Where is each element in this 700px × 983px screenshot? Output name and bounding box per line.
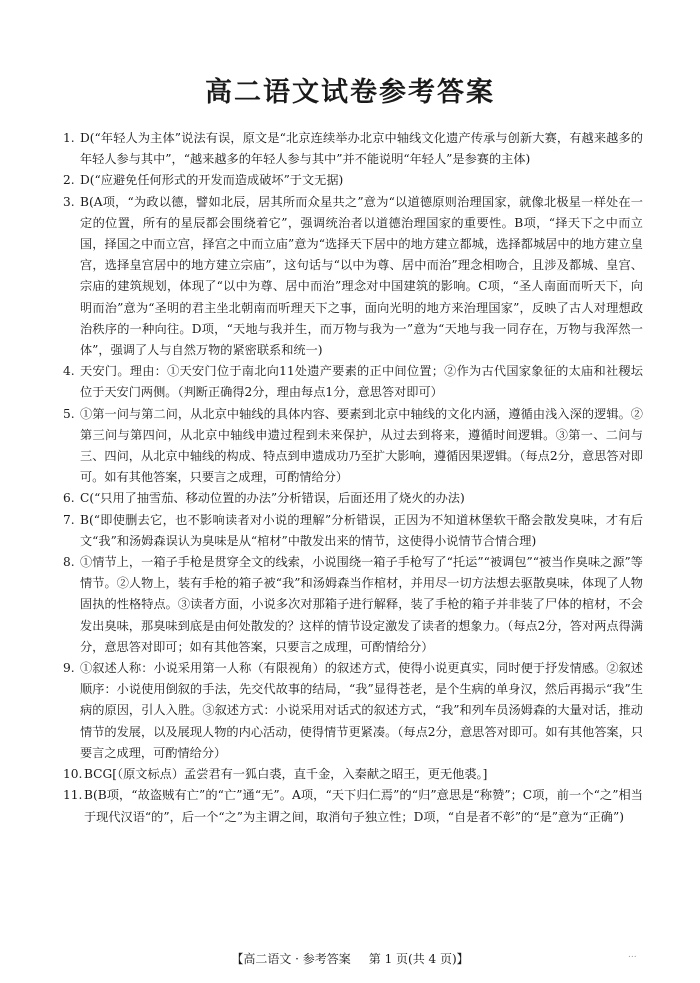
answer-text: BCG[（原文标点）孟尝君有一狐白裘，直千金，入秦献之昭王，更无他裘。] bbox=[84, 767, 488, 782]
answer-item-11 bbox=[63, 785, 643, 827]
answer-number: 11. bbox=[63, 788, 83, 803]
answer-number: 4. bbox=[63, 364, 75, 379]
answer-number: 9. bbox=[63, 661, 75, 676]
answer-text: D(“年轻人为主体”说法有误，原文是“北京连续举办北京中轴线文化遗产传承与创新大赛，有越来越多的年轻人参与其中”，“越来越多的年轻人参与其中”并不能说明“年轻人”是参赛的主体) bbox=[80, 131, 643, 167]
answer-number: 8. bbox=[63, 555, 75, 570]
answer-number: 7. bbox=[63, 512, 75, 527]
answer-text: D(“应避免任何形式的开发而造成破坏”于文无据) bbox=[80, 173, 344, 188]
answer-text: ①情节上，一箱子手枪是贯穿全文的线索，小说围绕一箱子手枪写了“托运”“被调包”“被当作臭味之源”等情节。②人物上，装有手枪的箱子被“我”和汤姆森当作棺材，并用尽一切方法想去驱散臭味，体现了人物固执的性格特点。③读者方面，小说多次对那箱子进行解释，装了手枪的箱子并非装了尸体的棺材，不会发出臭味，那臭味到底是由何处散发的？这样的情节设定激发了读者的想象力。（每点2分，答对两点得满分，意思答对即可；如有其他答案，只要言之成理，可酌情给分） bbox=[80, 555, 643, 654]
page-footer bbox=[0, 950, 700, 967]
answer-item-7 bbox=[63, 510, 643, 552]
answer-number: 10. bbox=[63, 767, 83, 782]
answer-item-5 bbox=[63, 404, 643, 489]
corner-mark: ... bbox=[628, 950, 637, 960]
answer-item-3 bbox=[63, 192, 643, 362]
answer-number: 1. bbox=[63, 131, 75, 145]
answer-number: 3. bbox=[63, 194, 75, 209]
answer-list bbox=[63, 128, 643, 828]
answer-text: B(“即使删去它，也不影响读者对小说的理解”分析错误，正因为不知道林堡软干酪会散发臭味，才有后文“我”和汤姆森误认为臭味是从“棺材”中散发出来的情节，这使得小说情节合情合理) bbox=[80, 512, 643, 548]
answer-text: ①叙述人称：小说采用第一人称（有限视角）的叙述方式，使得小说更真实，同时便于抒发情感。②叙述顺序：小说使用倒叙的手法，先交代故事的结局，“我”显得苍老，是个生病的单身汉，然后再揭示“我”生病的原因，引人入胜。③叙述方式：小说采用对话式的叙述方式，“我”和列车员汤姆森的大量对话，推动情节的发展，以及展现人物的内心活动，使得情节更紧凑。（每点2分，意思答对即可。如有其他答案，只要言之成理，可酌情给分） bbox=[80, 661, 643, 760]
answer-item-1 bbox=[63, 128, 643, 170]
answer-item-9 bbox=[63, 658, 643, 764]
footer-page-number: 第 1 页(共 4 页)】 bbox=[368, 952, 469, 966]
answer-text: B(B项，“故盗贼有亡”的“亡”通“无”。A项，“天下归仁焉”的“归”意思是“称赞”；C项，前一个“之”相当于现代汉语“的”，后一个“之”为主谓之间，取消句子独立性；D项，“自是者不彰”的“是”意为“正确”) bbox=[84, 788, 643, 824]
answer-text: 天安门。理由：①天安门位于南北向11处遗产要素的正中间位置；②作为古代国家象征的太庙和社稷坛位于天安门两侧。（判断正确得2分，理由每点1分，意思答对即可） bbox=[80, 364, 643, 400]
answer-item-6 bbox=[63, 488, 643, 509]
page-title: 高二语文试卷参考答案 bbox=[205, 77, 495, 108]
answer-text: ①第一问与第二问，从北京中轴线的具体内容、要素到北京中轴线的文化内涵，遵循由浅入深的逻辑。②第三问与第四问，从北京中轴线申遗过程到未来保护，从过去到将来，遵循时间逻辑。③第一、二问与三、四问，从北京中轴线的构成、特点到申遗成功乃至扩大影响，遵循因果逻辑。（每点2分，意思答对即可。如有其他答案，只要言之成理，可酌情给分） bbox=[80, 406, 643, 485]
answer-text: B(A项，“为政以德，譬如北辰，居其所而众星共之”意为“以道德原则治理国家，就像北极星一样处在一定的位置，所有的星辰都会围绕着它”，强调统治者以道德治理国家的重要性。B项，“择天下之中而立国，择国之中而立宫，择宫之中而立庙”意为“选择天下居中的地方建立都城，选择都城居中的地方建立皇宫，选择皇宫居中的地方建立宗庙”，这句话与“以中为尊、居中而治”理念相吻合，且涉及都城、皇宫、宗庙的建筑规划，体现了“以中为尊、居中而治”理念对中国建筑的影响。C项，“圣人南面而听天下，向明而治”意为“圣明的君主坐北朝南而听理天下之事，面向光明的地方来治理国家”，反映了古人对理想政治秩序的一种向往。D项，“天地与我并生，而万物与我为一”意为“天地与我一同存在，万物与我浑然一体”，强调了人与自然万物的紧密联系和统一) bbox=[80, 194, 643, 358]
footer-label: 【高二语文 · 参考答案 bbox=[231, 952, 351, 966]
answer-text: C(“只用了抽雪茄、移动位置的办法”分析错误，后面还用了烧火的办法) bbox=[80, 491, 465, 506]
answer-item-2 bbox=[63, 170, 643, 191]
answer-number: 6. bbox=[63, 491, 75, 506]
answer-item-10 bbox=[63, 764, 643, 785]
answer-number: 5. bbox=[63, 406, 75, 421]
answer-item-8 bbox=[63, 552, 643, 658]
answer-item-4 bbox=[63, 361, 643, 403]
answer-number: 2. bbox=[63, 173, 75, 188]
